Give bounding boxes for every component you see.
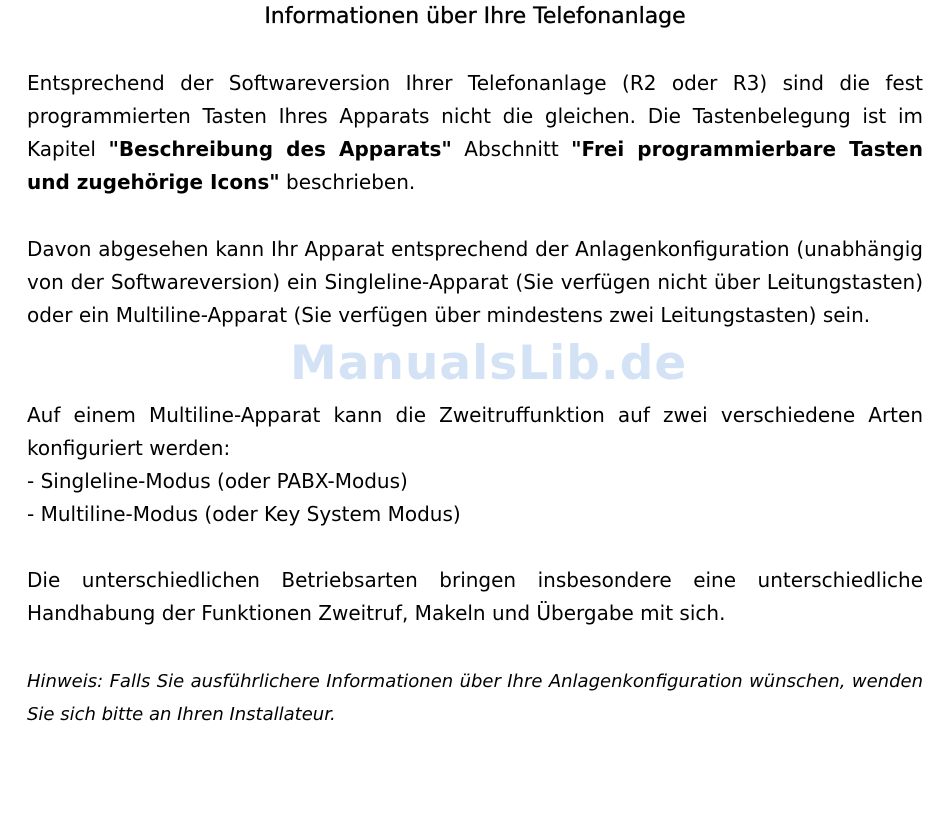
- paragraph-operating-modes: Die unterschiedlichen Betriebsarten bringen insbesondere eine unterschiedliche Handhabung der Funktionen Zweitruf, Makeln und Übergabe mit sich.: [27, 568, 923, 625]
- note-hint: Hinweis: Falls Sie ausführlichere Informationen über Ihre Anlagenkonfiguration wünschen, wenden Sie sich bitte an Ihren Installateur.: [27, 671, 923, 725]
- paragraph-text: Entsprechend der Softwareversion Ihrer Telefonanlage (R2 oder R3) sind die fest programmierten Tasten Ihres Apparats nicht die gleichen. Die Tastenbelegung ist im Kapitel: [27, 71, 923, 161]
- list-item: - Singleline-Modus (oder PABX-Modus): [27, 469, 408, 493]
- list-item: - Multiline-Modus (oder Key System Modus): [27, 502, 461, 526]
- section-reference: "Frei programmierbare Tasten und zugehörige Icons": [27, 137, 923, 194]
- paragraph-software-version: [27, 67, 923, 199]
- watermark: ManualsLib.de: [290, 336, 688, 391]
- paragraph-second-call-modes: [27, 399, 923, 531]
- chapter-reference: "Beschreibung des Apparats": [108, 137, 452, 161]
- paragraph-text: Abschnitt: [451, 137, 572, 161]
- page-title: Informationen über Ihre Telefonanlage: [264, 4, 686, 29]
- paragraph-intro: Auf einem Multiline-Apparat kann die Zweitruffunktion auf zwei verschiedene Arten konfiguriert werden:: [27, 403, 923, 460]
- paragraph-text: beschrieben.: [279, 170, 416, 194]
- paragraph-singleline-multiline: Davon abgesehen kann Ihr Apparat entsprechend der Anlagenkonfiguration (unabhängig von der Softwareversion) ein Singleline-Apparat (Sie verfügen nicht über Leitungstasten) oder ein Multiline-Apparat (Sie verfügen über mindestens zwei Leitungstasten) sein.: [27, 237, 923, 327]
